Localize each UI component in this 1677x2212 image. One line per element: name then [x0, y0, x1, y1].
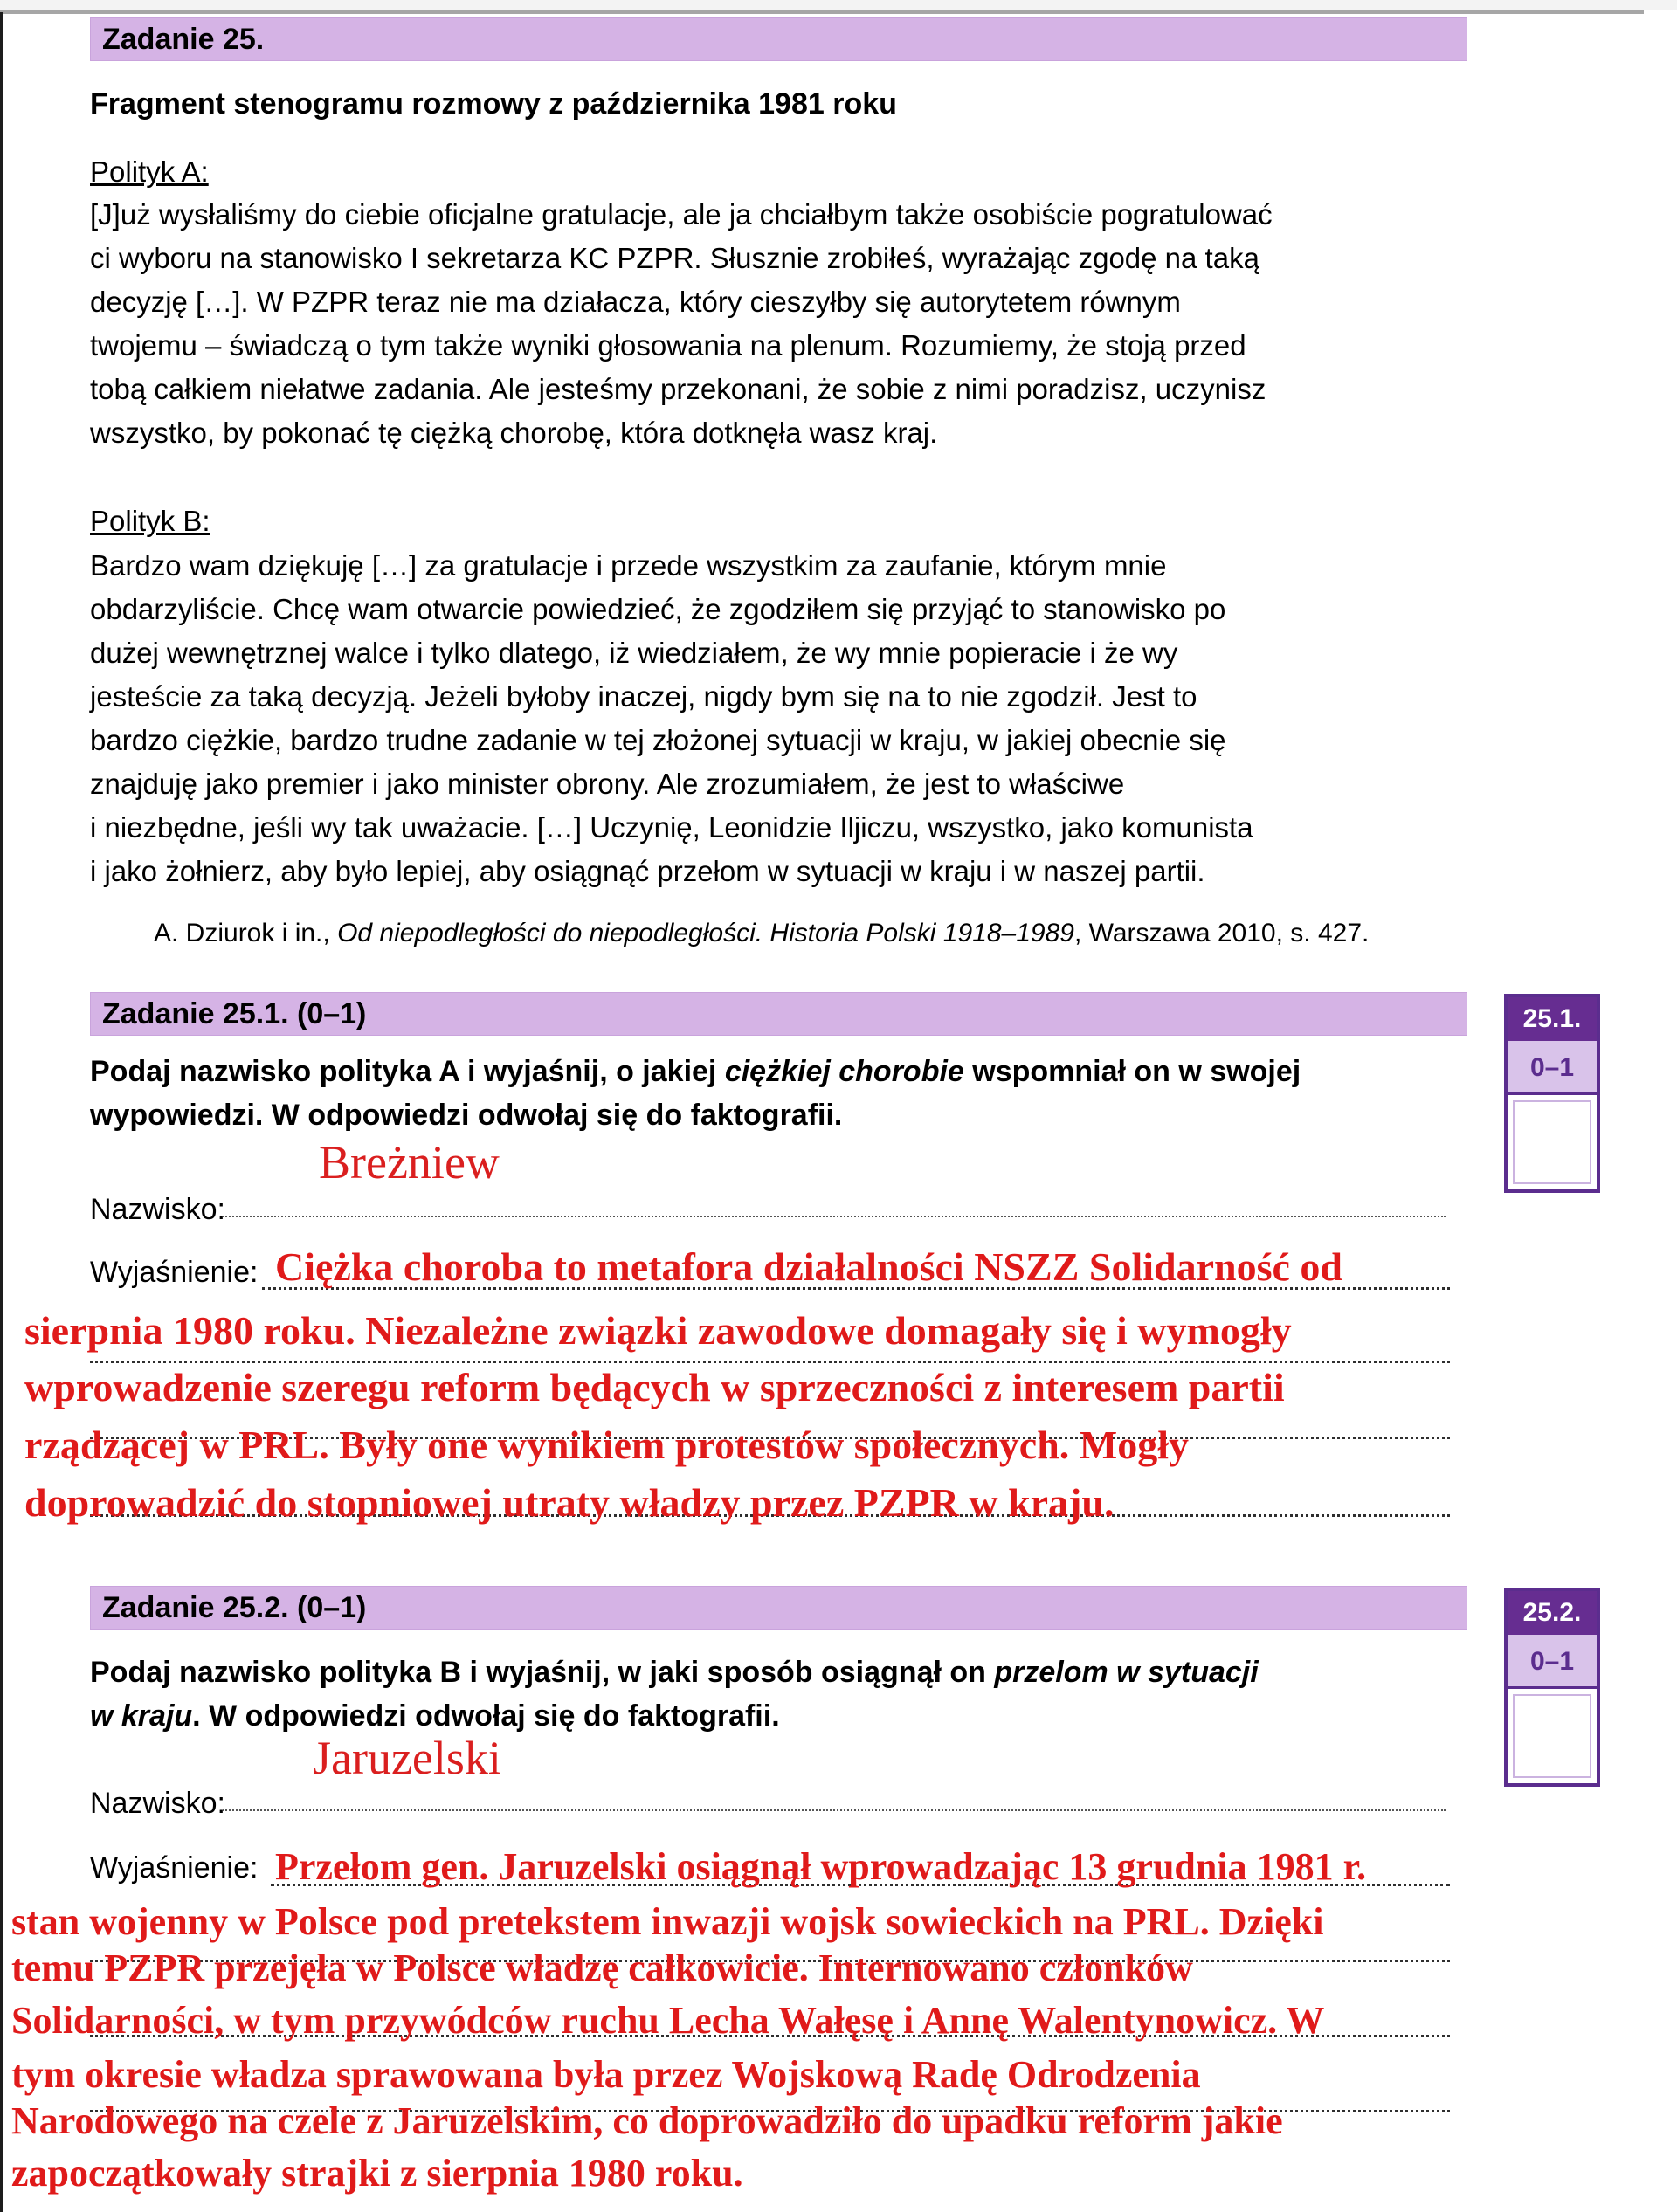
- speaker-b-line: dużej wewnętrznej walce i tylko dlatego, iż wiedziałem, że wy mnie popieracie i że wy: [90, 637, 1178, 669]
- task-25-header-band: [90, 17, 1467, 61]
- explanation-answer-25-1: rządzącej w PRL. Były one wynikiem protestów społecznych. Mogły: [24, 1423, 1189, 1467]
- task-25-1-header-label: Zadanie 25.1. (0–1): [102, 997, 367, 1030]
- question-text: Podaj nazwisko polityka B i wyjaśnij, w jaki sposób osiągnął on: [90, 1656, 995, 1689]
- question-italic: w kraju: [90, 1699, 193, 1733]
- speaker-a-line: wszystko, by pokonać tę ciężką chorobę, która dotknęła wasz kraj.: [90, 417, 938, 449]
- explanation-answer-25-2: Przełom gen. Jaruzelski osiągnął wprowadzając 13 grudnia 1981 r.: [275, 1845, 1367, 1888]
- explanation-answer-25-2: Solidarności, w tym przywódców ruchu Lecha Wałęsę i Annę Walentynowicz. W: [11, 1999, 1325, 2042]
- task-25-1-question-line: [90, 1055, 1301, 1089]
- task-25-1-question-line: wypowiedzi. W odpowiedzi odwołaj się do faktografii.: [90, 1099, 843, 1132]
- speaker-b-line: bardzo ciężkie, bardzo trudne zadanie w tej złożonej sytuacji w kraju, w jakiej obecnie się: [90, 724, 1226, 756]
- explanation-field-label-25-2: Wyjaśnienie:: [90, 1851, 259, 1885]
- source-citation-title: Od niepodległości do niepodległości. Historia Polski 1918–1989: [337, 919, 1074, 948]
- speaker-a-line: [J]uż wysłaliśmy do ciebie oficjalne gratulacje, ale ja chciałbym także osobiście pogratulować: [90, 198, 1273, 231]
- score-box-25-2: [1504, 1588, 1600, 1787]
- question-text: . W odpowiedzi odwołaj się do faktografii.: [192, 1699, 780, 1733]
- question-text: wspomniał on w swojej: [963, 1055, 1301, 1088]
- task-25-header-label: Zadanie 25.: [102, 23, 265, 56]
- source-citation-post: , Warszawa 2010, s. 427.: [1073, 919, 1370, 948]
- task-25-1-header-band: [90, 992, 1467, 1036]
- name-answer-25-2: Jaruzelski: [313, 1732, 501, 1784]
- source-citation: [154, 919, 1369, 948]
- explanation-answer-25-2: zapoczątkowały strajki z sierpnia 1980 roku.: [11, 2152, 743, 2195]
- speaker-b-line: Bardzo wam dziękuję […] za gratulacje i przede wszystkim za zaufanie, którym mnie: [90, 549, 1167, 582]
- name-field-label-25-2: Nazwisko:: [90, 1787, 225, 1820]
- name-answer-25-1: Breżniew: [319, 1136, 500, 1189]
- name-field-label-25-1: Nazwisko:: [90, 1193, 225, 1226]
- task-25-2-header-label: Zadanie 25.2. (0–1): [102, 1591, 367, 1624]
- speaker-b-line: znajduję jako premier i jako minister obrony. Ale zrozumiałem, że jest to właściwe: [90, 768, 1125, 800]
- question-text: Podaj nazwisko polityka A i wyjaśnij, o jakiej: [90, 1055, 725, 1088]
- name-answer-line-25-2: [223, 1783, 1446, 1811]
- name-answer-line-25-1: [223, 1189, 1446, 1217]
- explanation-answer-25-1: sierpnia 1980 roku. Niezależne związki zawodowe domagały się i wymogły: [24, 1308, 1292, 1353]
- explanation-answer-25-2: tym okresie władza sprawowana była przez Wojskową Radę Odrodzenia: [11, 2053, 1201, 2096]
- explanation-field-label-25-1: Wyjaśnienie:: [90, 1256, 259, 1289]
- score-box-25-1-number: 25.1.: [1508, 997, 1597, 1041]
- question-italic: przelom w sytuacji: [994, 1656, 1259, 1689]
- explanation-answer-25-1: Ciężka choroba to metafora działalności NSZZ Solidarność od: [275, 1244, 1343, 1289]
- score-box-25-2-range: 0–1: [1508, 1635, 1597, 1689]
- speaker-b-line: i niezbędne, jeśli wy tak uważacie. […] Uczynię, Leonidzie Iljiczu, wszystko, jako komunista: [90, 811, 1253, 844]
- speaker-b-line: i jako żołnierz, aby było lepiej, aby osiągnąć przełom w sytuacji w kraju i w naszej partii.: [90, 855, 1205, 887]
- task-25-2-question-line: [90, 1656, 1259, 1690]
- explanation-answer-25-2: temu PZPR przejęła w Polsce władzę całkowicie. Internowano członków: [11, 1947, 1193, 1989]
- page-left-edge: [0, 12, 3, 2212]
- score-box-25-2-number: 25.2.: [1508, 1591, 1597, 1635]
- score-box-25-2-empty-cell: [1513, 1694, 1591, 1778]
- explanation-answer-25-2: Narodowego na czele z Jaruzelskim, co doprowadziło do upadku reform jakie: [11, 2099, 1283, 2142]
- score-box-25-1-range: 0–1: [1508, 1041, 1597, 1095]
- task-25-intro: Fragment stenogramu rozmowy z października 1981 roku: [90, 87, 897, 121]
- question-italic: ciężkiej chorobie: [724, 1055, 964, 1088]
- speaker-a-line: twojemu – świadczą o tym także wyniki głosowania na plenum. Rozumiemy, że stoją przed: [90, 329, 1246, 362]
- task-25-2-header-band: [90, 1586, 1467, 1630]
- speaker-a-line: ci wyboru na stanowisko I sekretarza KC PZPR. Słusznie zrobiłeś, wyrażając zgodę na taką: [90, 242, 1259, 274]
- window-top-strip: [0, 0, 1677, 10]
- task-25-2-question-line: [90, 1699, 780, 1733]
- score-box-25-1-empty-cell: [1513, 1100, 1591, 1184]
- explanation-answer-25-1: wprowadzenie szeregu reform będących w sprzeczności z interesem partii: [24, 1365, 1285, 1409]
- speaker-a-label: Polityk A:: [90, 155, 209, 188]
- explanation-answer-25-1: doprowadzić do stopniowej utraty władzy przez PZPR w kraju.: [24, 1480, 1115, 1525]
- speaker-b-line: obdarzyliście. Chcę wam otwarcie powiedzieć, że zgodziłem się przyjąć to stanowisko po: [90, 593, 1226, 625]
- window-top-divider: [0, 10, 1644, 14]
- explanation-answer-25-2: stan wojenny w Polsce pod pretekstem inwazji wojsk sowieckich na PRL. Dzięki: [11, 1900, 1324, 1943]
- source-citation-pre: A. Dziurok i in.,: [154, 919, 338, 948]
- speaker-b-label: Polityk B:: [90, 505, 210, 537]
- speaker-a-line: decyzję […]. W PZPR teraz nie ma działacza, który cieszyłby się autorytetem równym: [90, 286, 1181, 318]
- speaker-b-line: jesteście za taką decyzją. Jeżeli byłoby inaczej, nigdy bym się na to nie zgodził. Jest to: [90, 680, 1197, 713]
- speaker-a-line: tobą całkiem niełatwe zadania. Ale jesteśmy przekonani, że sobie z nimi poradzisz, uczynisz: [90, 373, 1266, 405]
- score-box-25-1: [1504, 994, 1600, 1193]
